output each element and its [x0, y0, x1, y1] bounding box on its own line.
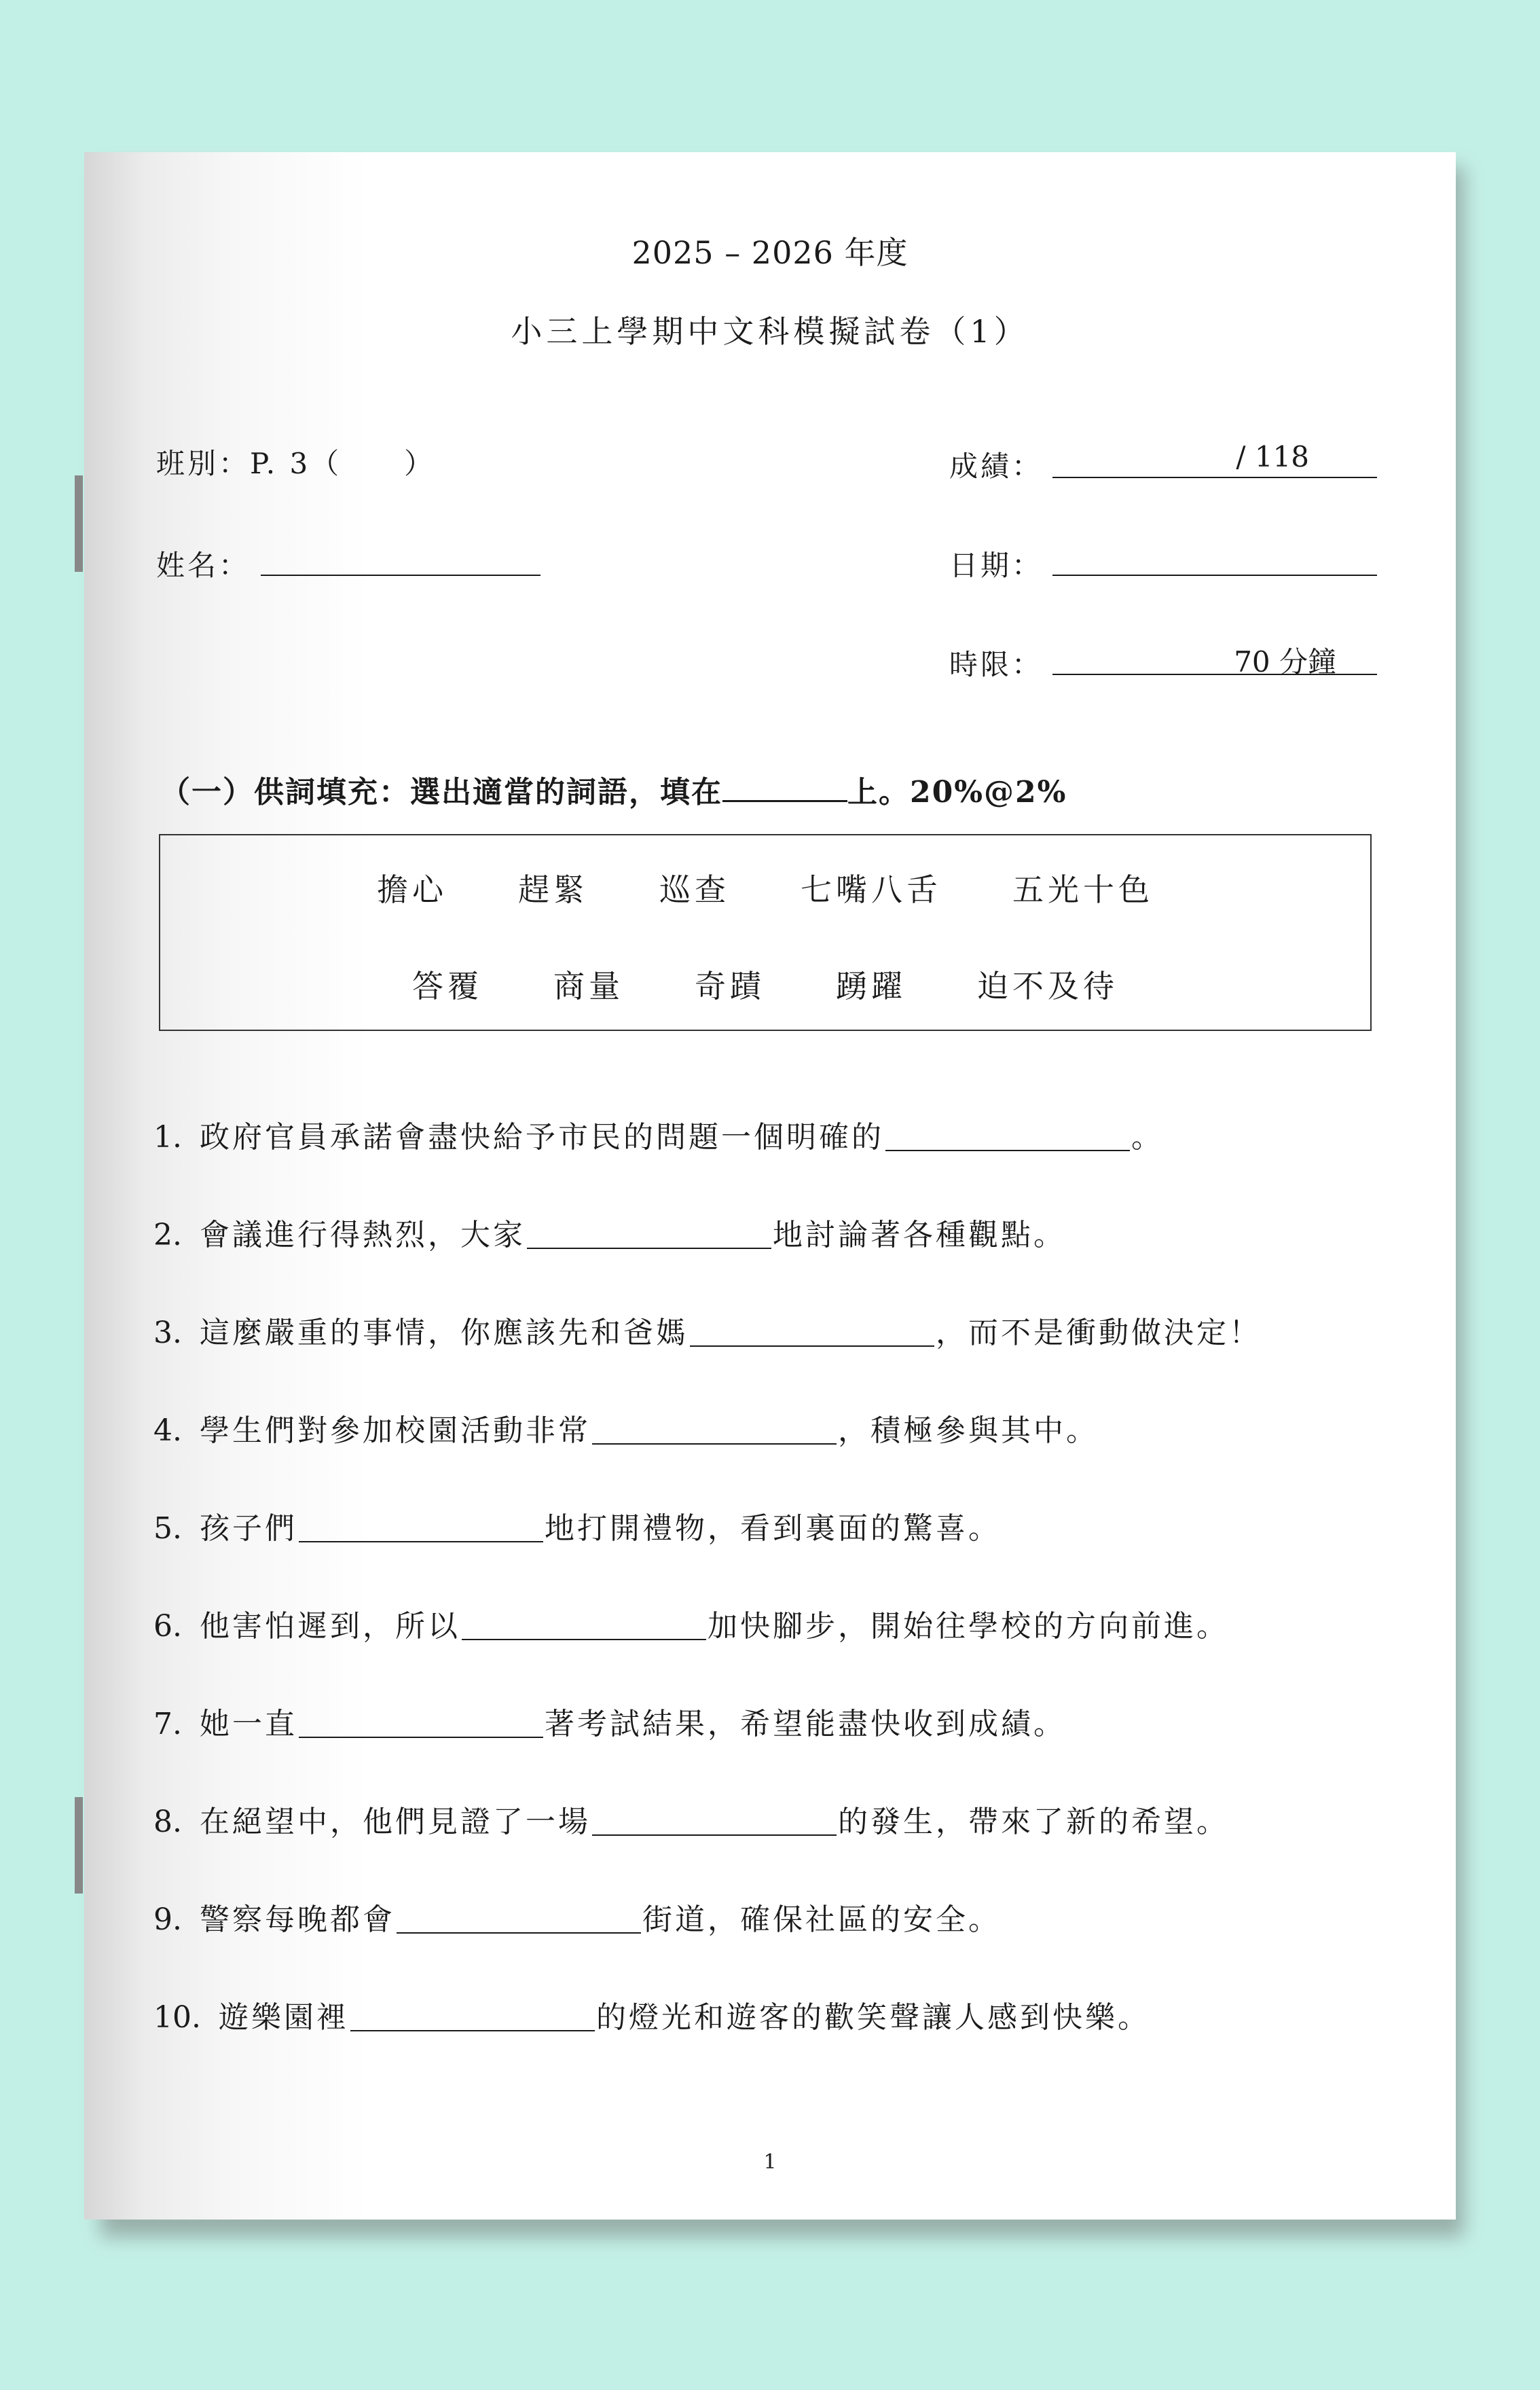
question-number: 5. [153, 1511, 182, 1546]
word-bank-row [160, 865, 1370, 910]
question-text: 政府官員承諾會盡快給予市民的問題一個明確的 [199, 1120, 884, 1155]
question-text: 會議進行得熱烈，大家 [199, 1218, 526, 1252]
word-bank-row [160, 962, 1370, 1007]
binding-mark [75, 475, 83, 572]
question-text: 地打開禮物，看到裏面的驚喜。 [544, 1511, 1001, 1546]
question-7 [153, 1699, 1066, 1743]
question-text: ，積極參與其中。 [837, 1413, 1099, 1448]
answer-blank[interactable] [885, 1150, 1130, 1151]
question-text: 他害怕遲到，所以 [199, 1609, 460, 1644]
word-bank-item: 五光十色 [1012, 871, 1154, 908]
answer-blank[interactable] [350, 2030, 595, 2031]
question-text: 。 [1131, 1120, 1164, 1155]
question-number: 2. [153, 1218, 182, 1252]
question-number: 7. [153, 1707, 182, 1741]
word-bank-item: 奇蹟 [695, 968, 765, 1004]
blank-sample [722, 773, 847, 802]
section-heading [160, 767, 1067, 811]
question-text: 著考試結果，希望能盡快收到成績。 [544, 1707, 1066, 1741]
question-9 [153, 1895, 1001, 1938]
question-6 [153, 1601, 1229, 1645]
word-bank-item: 巡查 [659, 871, 730, 908]
answer-blank[interactable] [592, 1443, 837, 1445]
question-3 [153, 1308, 1262, 1352]
question-text: 孩子們 [199, 1511, 297, 1546]
date-label: 日期： [949, 549, 1044, 582]
class-label: 班別：P. 3（ ） [156, 447, 436, 480]
score-line[interactable] [1052, 477, 1377, 478]
question-text: ，而不是衝動做決定！ [935, 1316, 1262, 1350]
question-text: 地討論著各種觀點。 [772, 1218, 1066, 1252]
word-bank-item: 答覆 [412, 968, 483, 1004]
section-instruction: （一）供詞填充：選出適當的詞語，填在 [160, 775, 722, 810]
question-number: 8. [153, 1805, 182, 1839]
section-marks: 上。20%@2% [847, 775, 1067, 810]
binding-mark [75, 1797, 83, 1894]
word-bank-item: 踴躍 [836, 968, 906, 1004]
word-bank [159, 834, 1372, 1031]
question-number: 4. [153, 1413, 182, 1448]
question-text: 學生們對參加校園活動非常 [199, 1413, 591, 1448]
question-text: 在絕望中，他們見證了一場 [199, 1805, 591, 1839]
word-bank-item: 趕緊 [518, 871, 589, 908]
question-8 [153, 1797, 1229, 1841]
exam-title: 小三上學期中文科模擬試卷（1） [511, 313, 1029, 350]
time-limit-label: 時限： [949, 648, 1044, 681]
answer-blank[interactable] [462, 1639, 706, 1640]
word-bank-item: 擔心 [377, 871, 447, 908]
question-number: 3. [153, 1316, 182, 1350]
answer-blank[interactable] [299, 1541, 543, 1542]
page-number: 1 [763, 2150, 777, 2174]
question-text: 街道，確保社區的安全。 [642, 1902, 1001, 1937]
date-line[interactable] [1052, 575, 1377, 576]
answer-blank[interactable] [592, 1834, 837, 1836]
question-4 [153, 1406, 1099, 1449]
school-year-title: 2025 – 2026 年度 [631, 234, 909, 271]
score-total: / 118 [1236, 440, 1309, 473]
question-5 [153, 1504, 1001, 1547]
question-number: 9. [153, 1902, 182, 1937]
word-bank-item: 七嘴八舌 [801, 871, 942, 908]
question-text: 她一直 [199, 1707, 297, 1741]
score-label: 成績： [949, 450, 1044, 483]
question-2 [153, 1210, 1066, 1254]
question-text: 遊樂園裡 [218, 2000, 349, 2035]
time-limit-value: 70 分鐘 [1234, 645, 1336, 678]
question-text: 加快腳步，開始往學校的方向前進。 [707, 1609, 1229, 1644]
answer-blank[interactable] [299, 1737, 543, 1738]
answer-blank[interactable] [527, 1248, 771, 1249]
question-number: 10. [153, 2000, 201, 2035]
name-line[interactable] [261, 575, 540, 576]
answer-blank[interactable] [397, 1932, 641, 1934]
question-text: 的燈光和遊客的歡笑聲讓人感到快樂。 [595, 2000, 1150, 2035]
question-number: 1. [153, 1120, 182, 1155]
answer-blank[interactable] [690, 1345, 934, 1347]
question-10 [153, 1993, 1150, 2036]
question-text: 這麼嚴重的事情，你應該先和爸媽 [199, 1316, 689, 1350]
word-bank-item: 商量 [553, 968, 624, 1004]
word-bank-item: 迫不及待 [977, 968, 1118, 1004]
question-1 [153, 1112, 1164, 1156]
question-number: 6. [153, 1609, 182, 1644]
question-text: 的發生，帶來了新的希望。 [837, 1805, 1229, 1839]
question-text: 警察每晚都會 [199, 1902, 395, 1937]
name-label: 姓名： [156, 549, 251, 582]
